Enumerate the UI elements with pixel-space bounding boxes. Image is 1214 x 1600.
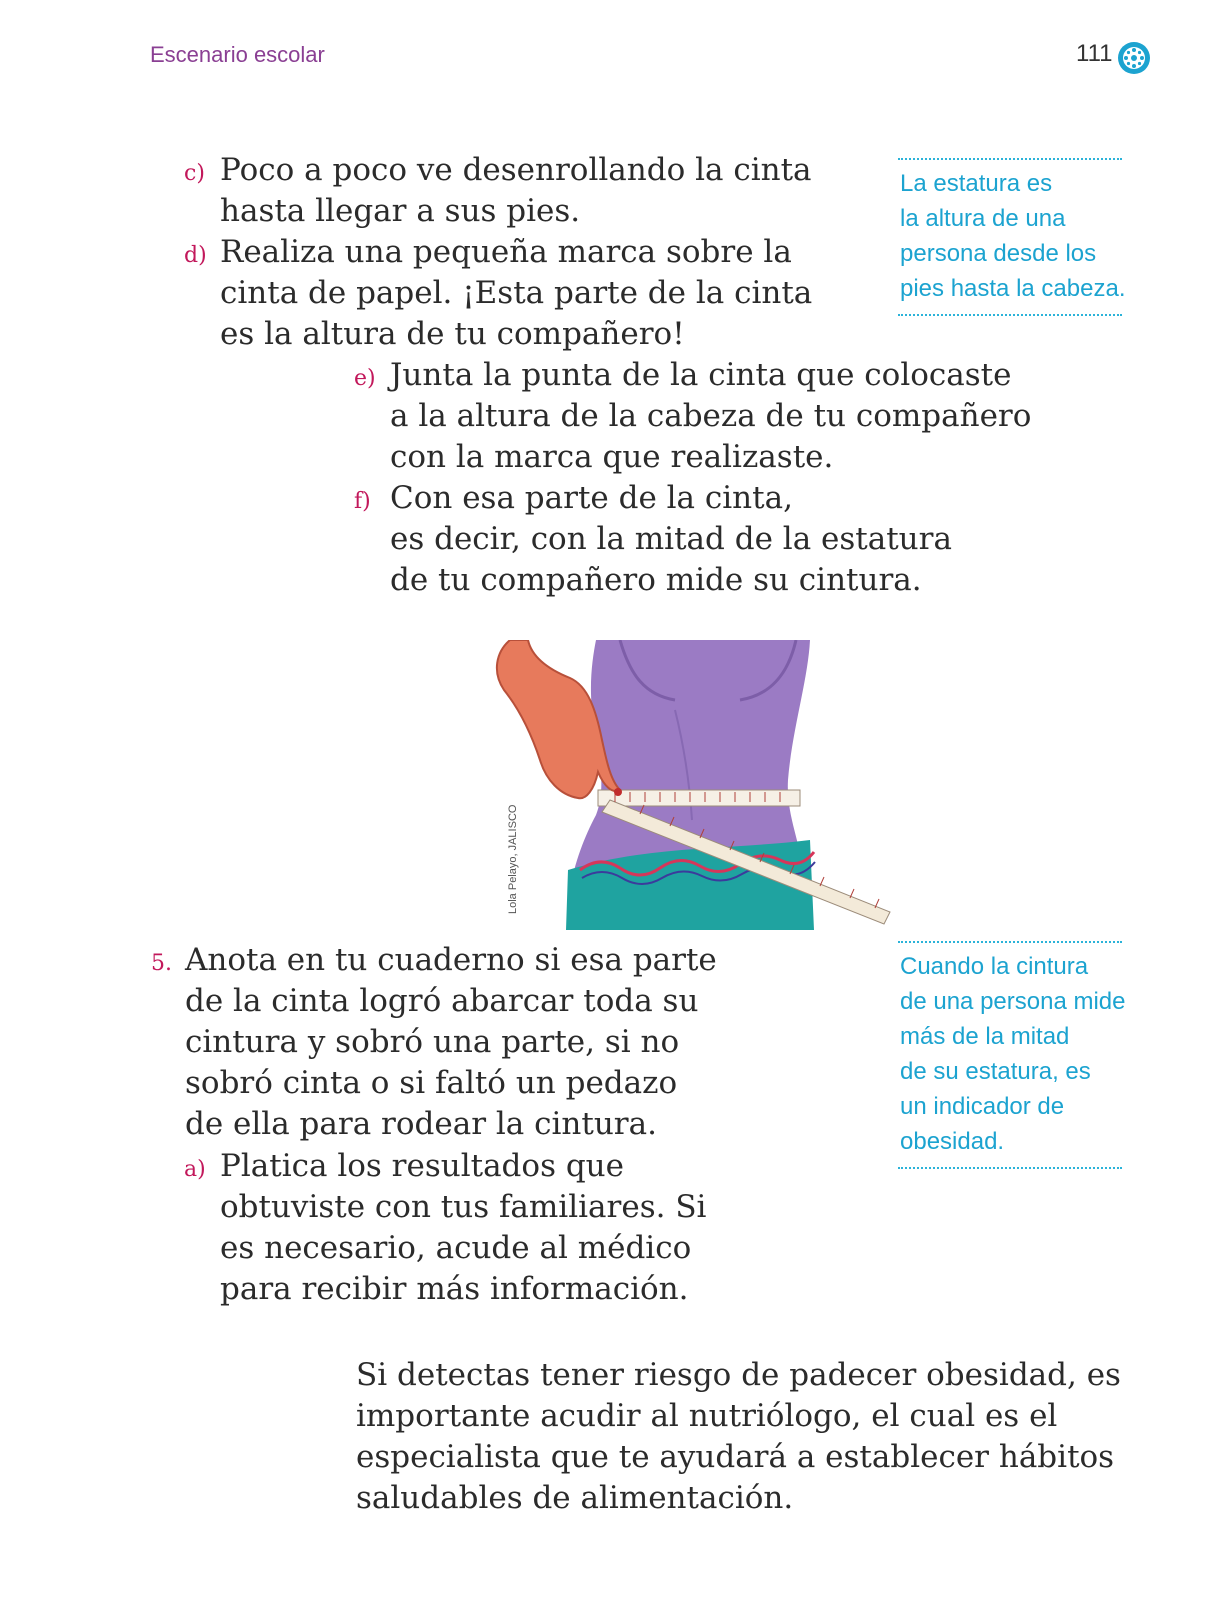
step-text-line: es decir, con la mitad de la estatura [390, 521, 952, 557]
step-d [184, 232, 813, 355]
question-5 [151, 940, 717, 1145]
step-text-line: a la altura de la cabeza de tu compañero [390, 398, 1032, 434]
step-text-line: con la marca que realizaste. [390, 439, 834, 475]
step-text-line: de tu compañero mide su cintura. [390, 562, 922, 598]
note-line: de una persona mide [900, 988, 1126, 1015]
step-text-line: Con esa parte de la cinta, [390, 480, 793, 516]
question-text-line: de ella para rodear la cintura. [185, 1106, 657, 1142]
question-text-line: cintura y sobró una parte, si no [185, 1024, 680, 1060]
note-line: pies hasta la cabeza. [900, 275, 1126, 302]
step-text-line: es necesario, acude al médico [220, 1230, 692, 1266]
step-text-line: es la altura de tu compañero! [220, 316, 685, 352]
step-text-line: cinta de papel. ¡Esta parte de la cinta [220, 275, 813, 311]
question-5-a [184, 1146, 707, 1310]
step-f [354, 478, 952, 601]
note-line: la altura de una [900, 205, 1066, 232]
note-line: más de la mitad [900, 1023, 1070, 1050]
note-line: La estatura es [900, 170, 1053, 197]
step-text-line: Poco a poco ve desenrollando la cinta [220, 152, 812, 188]
step-marker: c) [184, 161, 205, 186]
step-text-line: Platica los resultados que [220, 1148, 624, 1184]
question-text-line: sobró cinta o si faltó un pedazo [185, 1065, 678, 1101]
step-c [184, 150, 812, 232]
step-marker: a) [184, 1157, 206, 1182]
question-marker: 5. [151, 951, 172, 976]
step-marker: e) [354, 366, 376, 391]
question-text-line: de la cinta logró abarcar toda su [185, 983, 699, 1019]
step-text-line: Realiza una pequeña marca sobre la [220, 234, 792, 270]
note-line: Cuando la cintura [900, 953, 1089, 980]
closing-paragraph [356, 1355, 1121, 1519]
step-e [354, 355, 1032, 478]
step-text-line: obtuviste con tus familiares. Si [220, 1189, 707, 1225]
side-note-estatura [898, 158, 1126, 316]
note-line: un indicador de [900, 1093, 1065, 1120]
paragraph-line: especialista que te ayudará a establecer hábitos [356, 1439, 1115, 1475]
step-marker: d) [184, 243, 207, 268]
paragraph-line: importante acudir al nutriólogo, el cual es el [356, 1398, 1058, 1434]
step-text-line: para recibir más información. [220, 1271, 689, 1307]
step-text-line: Junta la punta de la cinta que colocaste [390, 357, 1012, 393]
question-text-line: Anota en tu cuaderno si esa parte [185, 942, 717, 978]
page-number: 111 [1076, 40, 1113, 67]
note-line: persona desde los [900, 240, 1097, 267]
side-note-obesidad [898, 941, 1126, 1169]
illustration-credit: Lola Pelayo, JALISCO [507, 804, 519, 914]
paragraph-line: Si detectas tener riesgo de padecer obesidad, es [356, 1357, 1121, 1393]
step-text-line: hasta llegar a sus pies. [220, 193, 581, 229]
waist-measuring-illustration [470, 640, 900, 930]
note-line: de su estatura, es [900, 1058, 1091, 1085]
note-line: obesidad. [900, 1128, 1005, 1155]
paragraph-line: saludables de alimentación. [356, 1480, 794, 1516]
running-header: Escenario escolar [150, 42, 325, 67]
flower-ornament-icon [1116, 40, 1152, 76]
step-marker: f) [354, 489, 371, 514]
